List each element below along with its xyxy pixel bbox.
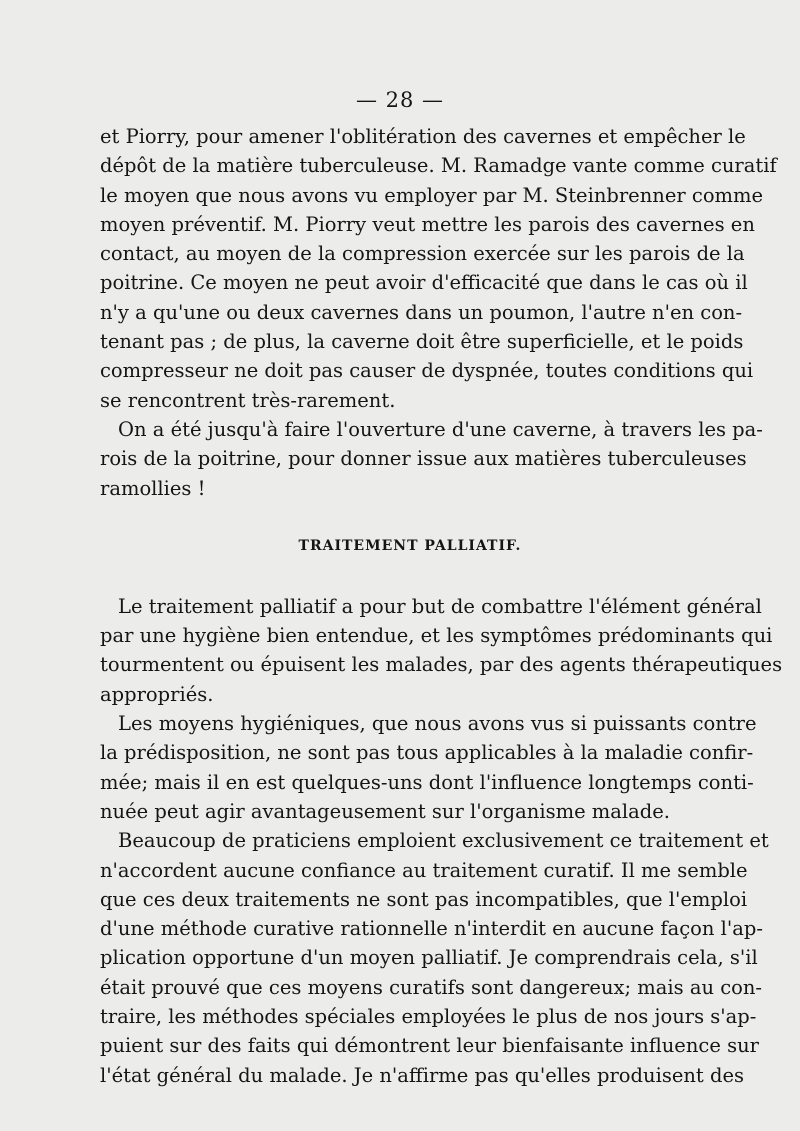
text-line: n'y a qu'une ou deux cavernes dans un poumon, l'autre n'en con- bbox=[100, 300, 743, 324]
paragraph-3 bbox=[100, 592, 783, 709]
text-line: contact, au moyen de la compression exercée sur les parois de la bbox=[100, 242, 745, 266]
text-line: plication opportune d'un moyen palliatif. Je comprendrais cela, s'il bbox=[100, 946, 758, 970]
text-line: que ces deux traitements ne sont pas incompatibles, que l'emploi bbox=[100, 887, 748, 911]
text-line: l'état général du malade. Je n'affirme pas qu'elles produisent des bbox=[100, 1063, 744, 1087]
paragraph-5 bbox=[100, 826, 769, 1090]
text-line: puient sur des faits qui démontrent leur bienfaisante influence sur bbox=[100, 1034, 759, 1058]
text-line: traire, les méthodes spéciales employées le plus de nos jours s'ap- bbox=[100, 1005, 757, 1029]
text-line: rois de la poitrine, pour donner issue aux matières tuberculeuses bbox=[100, 447, 747, 471]
text-line: moyen préventif. M. Piorry veut mettre les parois des cavernes en bbox=[100, 212, 755, 236]
text-line: Les moyens hygiéniques, que nous avons vus si puissants contre bbox=[118, 712, 757, 736]
text-line: Le traitement palliatif a pour but de combattre l'élément général bbox=[118, 594, 762, 618]
text-line: tourmentent ou épuisent les malades, par des agents thérapeutiques bbox=[100, 653, 783, 677]
text-line: la prédisposition, ne sont pas tous applicables à la maladie confir- bbox=[100, 741, 754, 765]
text-line: ramollies ! bbox=[100, 476, 206, 500]
text-line: poitrine. Ce moyen ne peut avoir d'efficacité que dans le cas où il bbox=[100, 271, 748, 295]
text-line: Beaucoup de praticiens emploient exclusivement ce traitement et bbox=[118, 829, 769, 853]
page-number: — 28 — bbox=[355, 88, 445, 112]
text-line: d'une méthode curative rationnelle n'interdit en aucune façon l'ap- bbox=[100, 917, 763, 941]
text-line: tenant pas ; de plus, la caverne doit être superficielle, et le poids bbox=[100, 330, 744, 354]
text-line: On a été jusqu'à faire l'ouverture d'une caverne, à travers les pa- bbox=[118, 417, 763, 441]
text-line: se rencontrent très-rarement. bbox=[100, 388, 396, 412]
paragraph-4 bbox=[100, 709, 757, 826]
section-heading: TRAITEMENT PALLIATIF. bbox=[298, 537, 522, 554]
text-line: le moyen que nous avons vu employer par M. Steinbrenner comme bbox=[100, 183, 764, 207]
text-line: compresseur ne doit pas causer de dyspnée, toutes conditions qui bbox=[100, 359, 754, 383]
body-text bbox=[100, 122, 783, 1090]
text-line: était prouvé que ces moyens curatifs sont dangereux; mais au con- bbox=[100, 975, 763, 999]
text-line: n'accordent aucune confiance au traitement curatif. Il me semble bbox=[100, 858, 748, 882]
text-line: appropriés. bbox=[100, 682, 214, 706]
paragraph-1 bbox=[100, 122, 777, 415]
text-line: dépôt de la matière tuberculeuse. M. Ramadge vante comme curatif bbox=[100, 154, 777, 178]
text-line: nuée peut agir avantageusement sur l'organisme malade. bbox=[100, 799, 671, 823]
text-line: et Piorry, pour amener l'oblitération des cavernes et empêcher le bbox=[100, 125, 746, 148]
text-line: mée; mais il en est quelques-uns dont l'influence longtemps conti- bbox=[100, 770, 754, 794]
text-line: par une hygiène bien entendue, et les symptômes prédominants qui bbox=[100, 624, 773, 648]
paragraph-2 bbox=[100, 415, 763, 503]
